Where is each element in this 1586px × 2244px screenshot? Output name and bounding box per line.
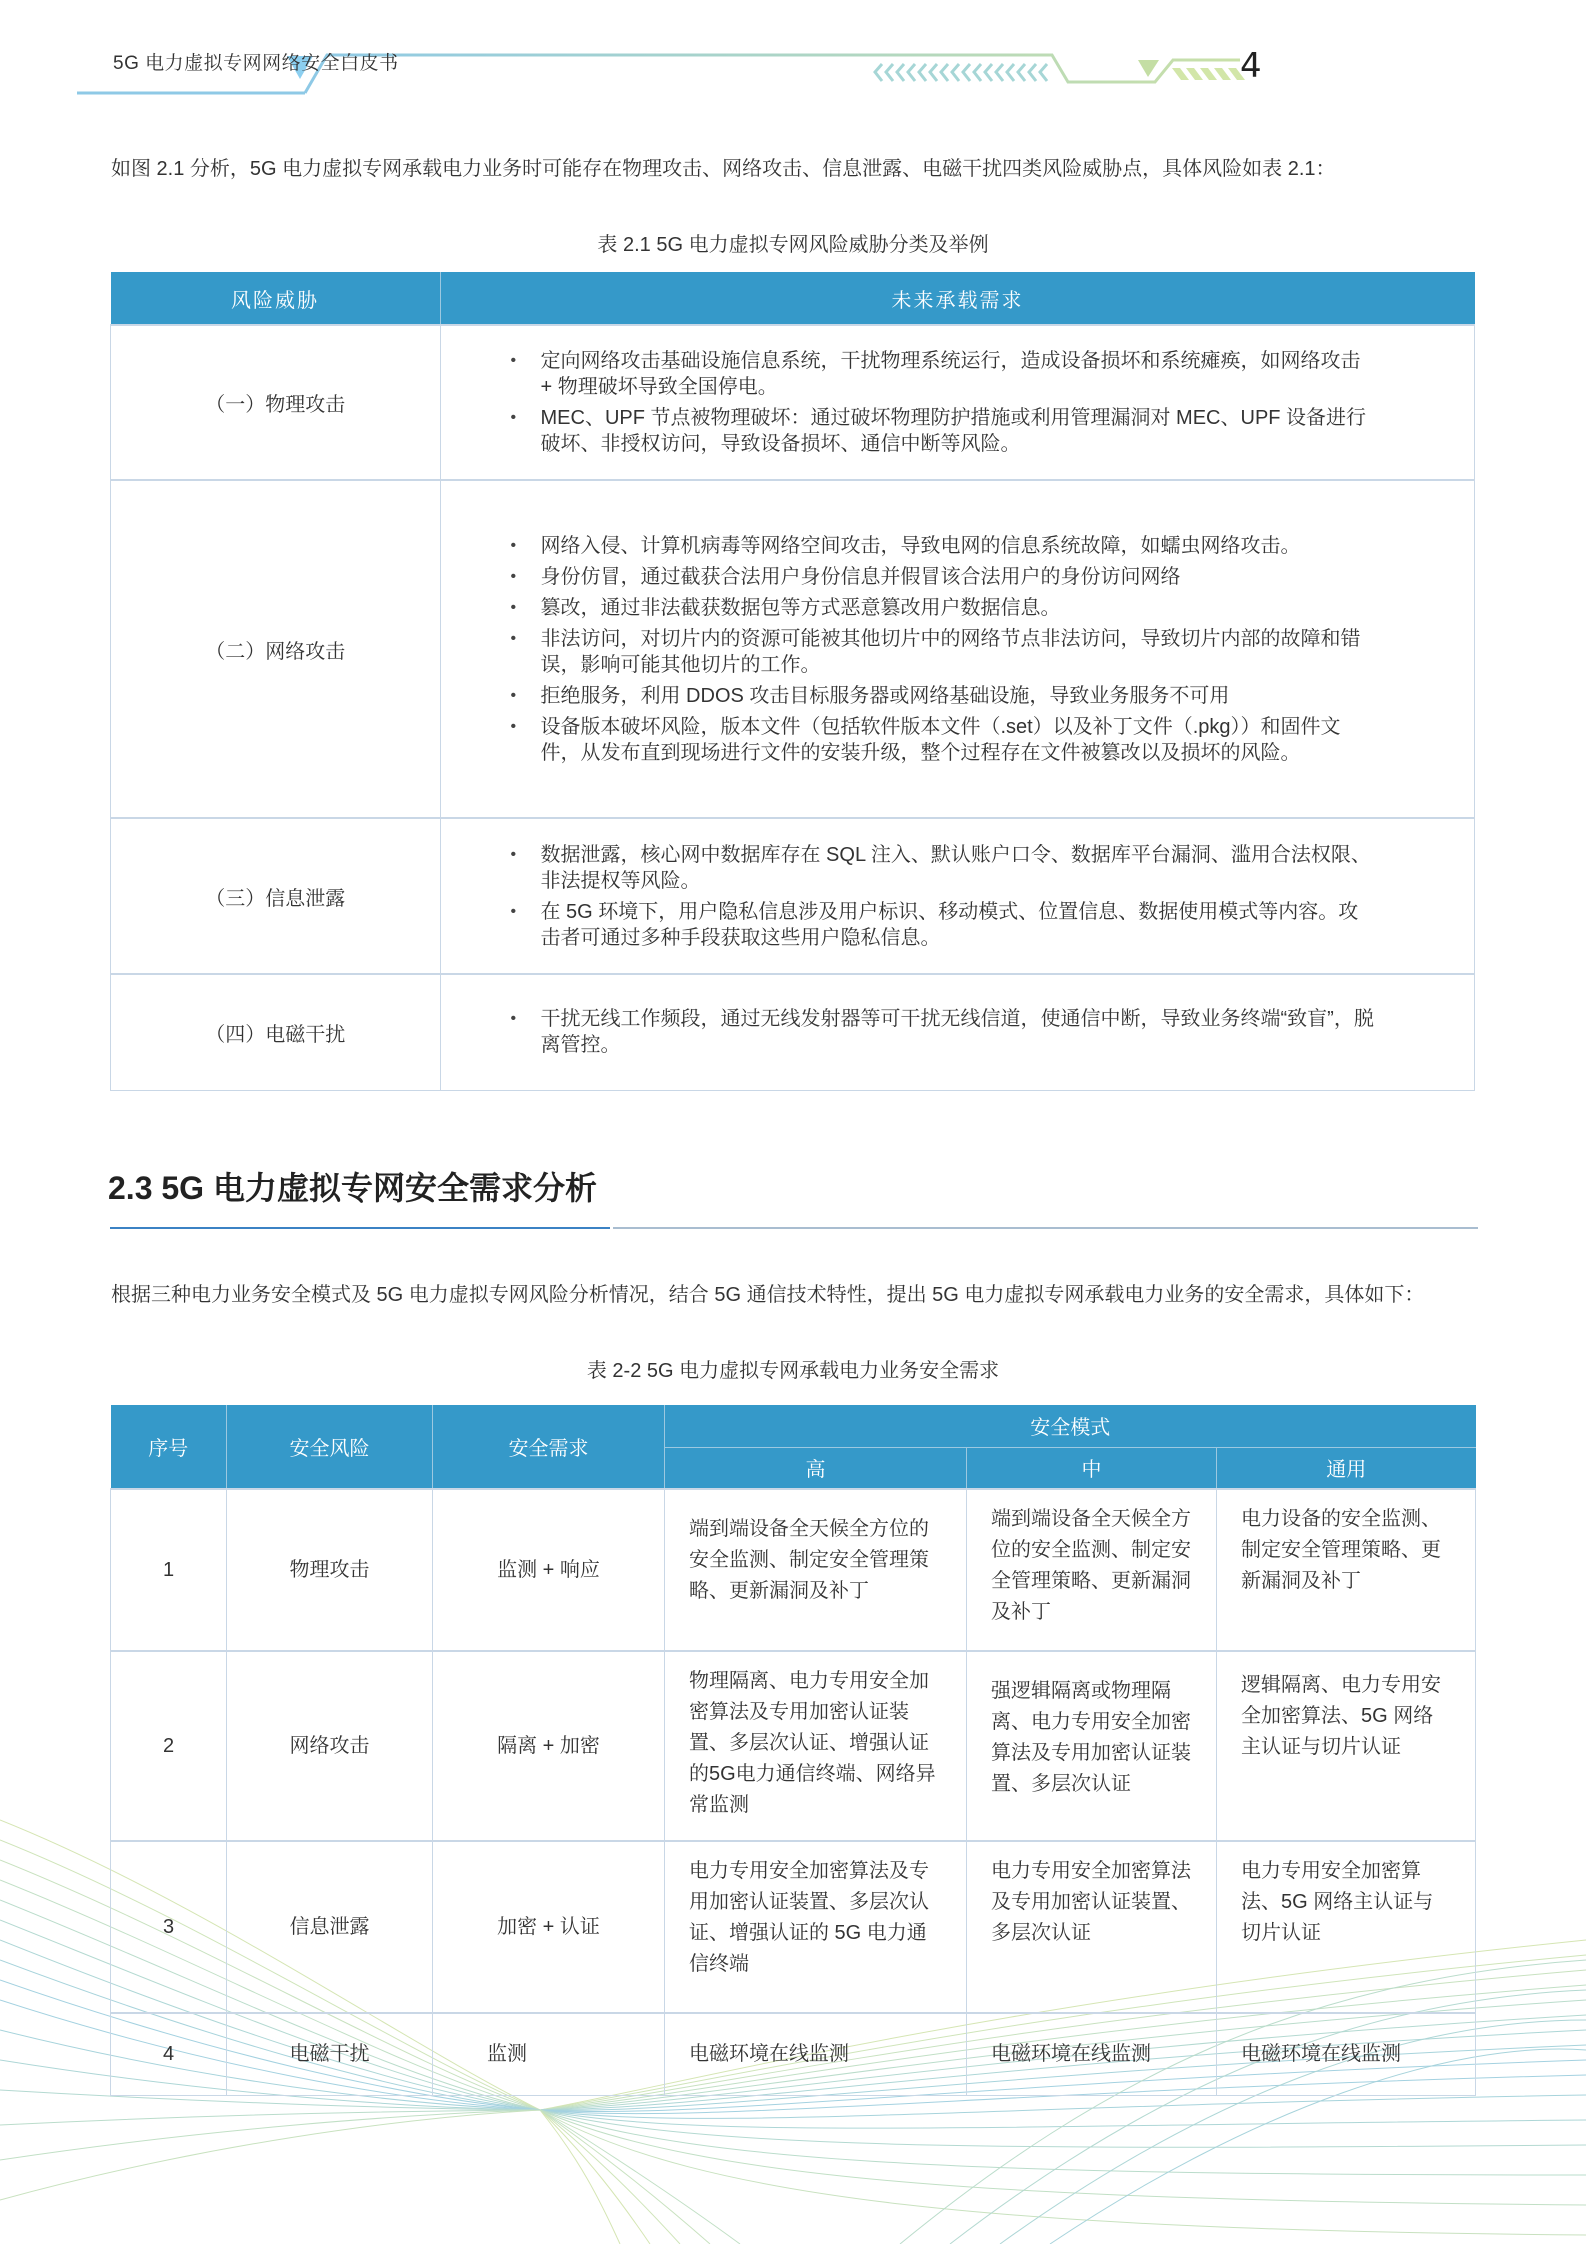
desc-cell	[440, 480, 1475, 818]
table-row	[111, 2013, 1476, 2095]
high-mode-cell: 物理隔离、电力专用安全加密算法及专用加密认证装置、多层次认证、增强认证的5G电力通信终端、网络异常监测	[665, 1651, 967, 1841]
table-row	[111, 974, 1475, 1090]
general-mode-cell: 逻辑隔离、电力专用安全加密算法、5G 网络主认证与切片认证	[1217, 1651, 1476, 1841]
risk-cell: 网络攻击	[227, 1651, 433, 1841]
list-item: • 设备版本破坏风险，版本文件（包括软件版本文件（.set）以及补丁文件（.pkg））和固件文件，从发布直到现场进行文件的安装升级，整个过程存在文件被篡改以及损坏的风险。	[511, 714, 1375, 766]
risk-cell: （一）物理攻击	[111, 325, 441, 480]
table-row	[111, 818, 1475, 974]
need-cell: 监测	[433, 2013, 665, 2095]
seq-cell: 3	[111, 1841, 227, 2013]
section-underline	[613, 1227, 1478, 1229]
green-triangle-icon	[1138, 60, 1159, 77]
seq-cell: 4	[111, 2013, 227, 2095]
list-item: • 干扰无线工作频段，通过无线发射器等可干扰无线信道，使通信中断，导致业务终端“致盲”，脱离管控。	[511, 1006, 1375, 1058]
section-heading: 2.3 5G 电力虚拟专网安全需求分析	[108, 1170, 597, 1206]
list-item: • 拒绝服务，利用 DDOS 攻击目标服务器或网络基础设施，导致业务服务不可用	[511, 683, 1375, 709]
list-item: • 身份仿冒，通过截获合法用户身份信息并假冒该合法用户的身份访问网络	[511, 564, 1375, 590]
security-requirements-table	[110, 1405, 1476, 2096]
slashes-decoration	[1172, 68, 1245, 80]
header-security-mode: 安全模式	[665, 1405, 1476, 1447]
list-item: • 非法访问，对切片内的资源可能被其他切片中的网络节点非法访问，导致切片内部的故障和错误，影响可能其他切片的工作。	[511, 626, 1375, 678]
table1-header-row	[111, 272, 1475, 325]
document-title: 5G 电力虚拟专网网络安全白皮书	[113, 53, 399, 74]
header-mode-general: 通用	[1217, 1447, 1476, 1489]
seq-cell: 2	[111, 1651, 227, 1841]
general-mode-cell: 电磁环境在线监测	[1217, 2013, 1476, 2095]
header-risk-threat: 风险威胁	[111, 272, 441, 325]
high-mode-cell: 电力专用安全加密算法及专用加密认证装置、多层次认证、增强认证的 5G 电力通信终端	[665, 1841, 967, 2013]
bullet-list	[511, 1006, 1375, 1058]
header-seq: 序号	[111, 1405, 227, 1489]
header-risk: 安全风险	[227, 1405, 433, 1489]
mid-mode-cell: 端到端设备全天候全方位的安全监测、制定安全管理策略、更新漏洞及补丁	[967, 1489, 1217, 1651]
risk-cell: （二）网络攻击	[111, 480, 441, 818]
bullet-list	[511, 842, 1375, 951]
need-cell: 加密 + 认证	[433, 1841, 665, 2013]
table-row	[111, 325, 1475, 480]
list-item: • 网络入侵、计算机病毒等网络空间攻击，导致电网的信息系统故障，如蠕虫网络攻击。	[511, 533, 1375, 559]
section-underline-accent	[110, 1227, 610, 1229]
header-mode-mid: 中	[967, 1447, 1217, 1489]
general-mode-cell: 电力专用安全加密算法、5G 网络主认证与切片认证	[1217, 1841, 1476, 2013]
need-cell: 隔离 + 加密	[433, 1651, 665, 1841]
header-mode-high: 高	[665, 1447, 967, 1489]
table-row	[111, 1651, 1476, 1841]
table-row	[111, 1841, 1476, 2013]
list-item: • MEC、UPF 节点被物理破坏：通过破坏物理防护措施或利用管理漏洞对 MEC、UPF 设备进行破坏、非授权访问，导致设备损坏、通信中断等风险。	[511, 405, 1375, 457]
mid-mode-cell: 强逻辑隔离或物理隔离、电力专用安全加密算法及专用加密认证装置、多层次认证	[967, 1651, 1217, 1841]
chevrons-decoration	[875, 64, 1047, 81]
seq-cell: 1	[111, 1489, 227, 1651]
table2-header-row	[111, 1405, 1476, 1447]
page-number: 4	[1240, 46, 1262, 86]
mid-mode-cell: 电磁环境在线监测	[967, 2013, 1217, 2095]
need-cell: 监测 + 响应	[433, 1489, 665, 1651]
table-row	[111, 480, 1475, 818]
table1-caption: 表 2.1 5G 电力虚拟专网风险威胁分类及举例	[597, 234, 989, 256]
high-mode-cell: 电磁环境在线监测	[665, 2013, 967, 2095]
desc-cell	[440, 974, 1475, 1090]
header-need: 安全需求	[433, 1405, 665, 1489]
table-row	[111, 1489, 1476, 1651]
risk-cell: 信息泄露	[227, 1841, 433, 2013]
section-paragraph: 根据三种电力业务安全模式及 5G 电力虚拟专网风险分析情况，结合 5G 通信技术特性，提出 5G 电力虚拟专网承载电力业务的安全需求，具体如下：	[111, 1284, 1425, 1306]
risk-cell: （三）信息泄露	[111, 818, 441, 974]
intro-paragraph: 如图 2.1 分析，5G 电力虚拟专网承载电力业务时可能存在物理攻击、网络攻击、信息泄露、电磁干扰四类风险威胁点，具体风险如表 2.1：	[111, 158, 1336, 180]
desc-cell	[440, 818, 1475, 974]
header-future-demand: 未来承载需求	[440, 272, 1475, 325]
list-item: • 数据泄露，核心网中数据库存在 SQL 注入、默认账户口令、数据库平台漏洞、滥用合法权限、非法提权等风险。	[511, 842, 1375, 894]
risk-threat-table	[110, 272, 1475, 1091]
high-mode-cell: 端到端设备全天候全方位的安全监测、制定安全管理策略、更新漏洞及补丁	[665, 1489, 967, 1651]
risk-cell: 物理攻击	[227, 1489, 433, 1651]
desc-cell	[440, 325, 1475, 480]
risk-cell: （四）电磁干扰	[111, 974, 441, 1090]
list-item: • 在 5G 环境下，用户隐私信息涉及用户标识、移动模式、位置信息、数据使用模式等内容。攻击者可通过多种手段获取这些用户隐私信息。	[511, 899, 1375, 951]
list-item: • 定向网络攻击基础设施信息系统，干扰物理系统运行，造成设备损坏和系统瘫痪，如网络攻击 + 物理破坏导致全国停电。	[511, 348, 1375, 400]
mid-mode-cell: 电力专用安全加密算法及专用加密认证装置、多层次认证	[967, 1841, 1217, 2013]
table2-caption: 表 2-2 5G 电力虚拟专网承载电力业务安全需求	[586, 1360, 1000, 1382]
list-item: • 篡改，通过非法截获数据包等方式恶意篡改用户数据信息。	[511, 595, 1375, 621]
general-mode-cell: 电力设备的安全监测、制定安全管理策略、更新漏洞及补丁	[1217, 1489, 1476, 1651]
bullet-list	[511, 348, 1375, 457]
risk-cell: 电磁干扰	[227, 2013, 433, 2095]
bullet-list	[511, 533, 1375, 766]
